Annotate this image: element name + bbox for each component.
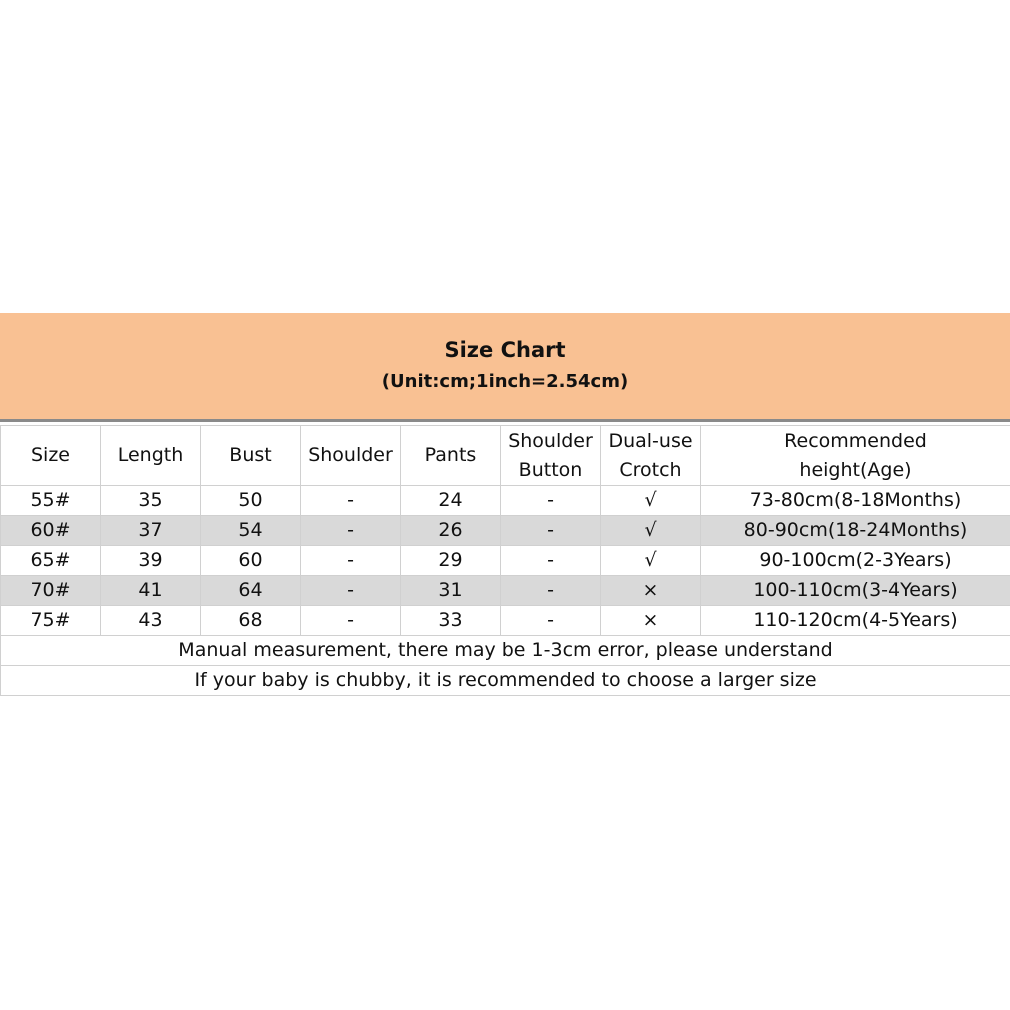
- header-label-line1: Recommended: [784, 429, 927, 452]
- table-row: [1, 516, 1010, 546]
- cell-recommended-height: 90-100cm(2-3Years): [701, 546, 1010, 576]
- table-row: [1, 486, 1010, 516]
- chart-subtitle: (Unit:cm;1inch=2.54cm): [381, 371, 629, 392]
- cell-shoulder: -: [301, 516, 401, 546]
- cell-pants: 26: [401, 516, 501, 546]
- cell-shoulder-button: -: [501, 606, 601, 636]
- cell-recommended-height: 110-120cm(4-5Years): [701, 606, 1010, 636]
- cell-size: 75#: [1, 606, 101, 636]
- cell-shoulder-button: -: [501, 546, 601, 576]
- cell-shoulder-button: -: [501, 486, 601, 516]
- cell-shoulder: -: [301, 576, 401, 606]
- cell-dual-use-crotch: √: [601, 546, 701, 576]
- cell-recommended-height: 100-110cm(3-4Years): [701, 576, 1010, 606]
- column-header-shoulder-button: [501, 426, 601, 486]
- cell-pants: 24: [401, 486, 501, 516]
- table-header-row: [1, 426, 1010, 486]
- cell-size: 70#: [1, 576, 101, 606]
- cell-pants: 33: [401, 606, 501, 636]
- cell-length: 37: [101, 516, 201, 546]
- header-label-line1: Dual-use: [608, 429, 693, 452]
- cell-length: 39: [101, 546, 201, 576]
- column-header-length: [101, 426, 201, 486]
- header-label: Bust: [229, 444, 272, 466]
- cell-dual-use-crotch: ×: [601, 606, 701, 636]
- cell-size: 55#: [1, 486, 101, 516]
- measurement-note: Manual measurement, there may be 1-3cm error, please understand: [1, 636, 1010, 666]
- size-advice-note: If your baby is chubby, it is recommended to choose a larger size: [1, 666, 1010, 696]
- column-header-shoulder: [301, 426, 401, 486]
- column-header-pants: [401, 426, 501, 486]
- cell-dual-use-crotch: ×: [601, 576, 701, 606]
- header-label: Pants: [424, 444, 477, 466]
- header-label: Shoulder: [308, 444, 393, 466]
- cell-length: 41: [101, 576, 201, 606]
- header-label-line2: Button: [518, 458, 583, 481]
- column-header-bust: [201, 426, 301, 486]
- header-label-line2: Crotch: [619, 458, 682, 481]
- cell-length: 35: [101, 486, 201, 516]
- cell-pants: 31: [401, 576, 501, 606]
- cell-size: 65#: [1, 546, 101, 576]
- header-label: Length: [117, 444, 184, 466]
- cell-shoulder: -: [301, 606, 401, 636]
- cell-dual-use-crotch: √: [601, 516, 701, 546]
- header-label-line2: height(Age): [799, 458, 912, 481]
- cell-recommended-height: 80-90cm(18-24Months): [701, 516, 1010, 546]
- size-table: [0, 425, 1010, 696]
- cell-shoulder: -: [301, 546, 401, 576]
- column-header-size: [1, 426, 101, 486]
- title-band: [0, 313, 1010, 422]
- column-header-dual-use-crotch: [601, 426, 701, 486]
- cell-shoulder-button: -: [501, 516, 601, 546]
- header-label-line1: Shoulder: [508, 429, 593, 452]
- header-label: Size: [30, 444, 70, 466]
- cell-pants: 29: [401, 546, 501, 576]
- table-row: [1, 546, 1010, 576]
- size-chart: [0, 313, 1010, 696]
- cell-recommended-height: 73-80cm(8-18Months): [701, 486, 1010, 516]
- cell-bust: 60: [201, 546, 301, 576]
- cell-shoulder-button: -: [501, 576, 601, 606]
- note-row: [1, 636, 1010, 666]
- cell-shoulder: -: [301, 486, 401, 516]
- cell-size: 60#: [1, 516, 101, 546]
- cell-bust: 50: [201, 486, 301, 516]
- cell-bust: 64: [201, 576, 301, 606]
- cell-bust: 54: [201, 516, 301, 546]
- table-row: [1, 576, 1010, 606]
- note-row: [1, 666, 1010, 696]
- chart-title: Size Chart: [444, 338, 566, 362]
- cell-bust: 68: [201, 606, 301, 636]
- cell-dual-use-crotch: √: [601, 486, 701, 516]
- cell-length: 43: [101, 606, 201, 636]
- column-header-recommended-height: [701, 426, 1010, 486]
- table-row: [1, 606, 1010, 636]
